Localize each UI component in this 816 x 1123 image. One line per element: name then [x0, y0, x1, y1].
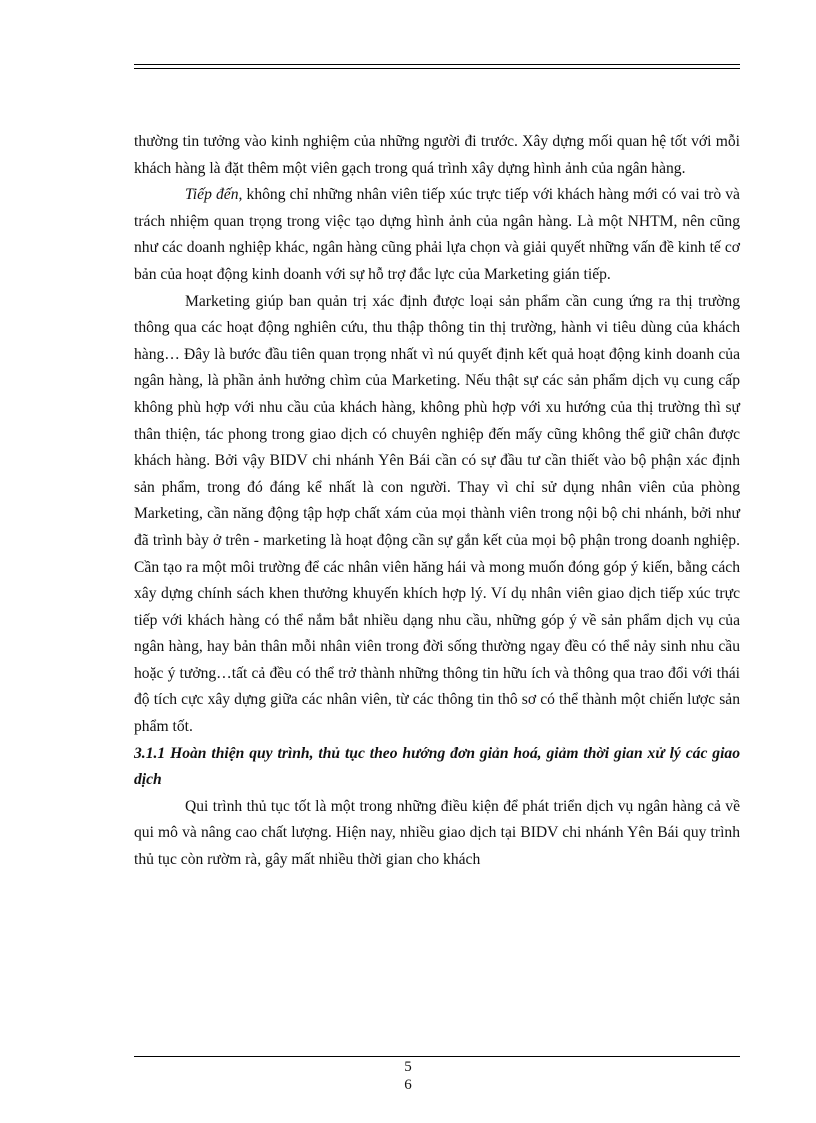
page-number [0, 1058, 816, 1094]
paragraph-2-text: không chỉ những nhân viên tiếp xúc trực tiếp với khách hàng mới có vai trò và trách nhiệm quan trọng trong việc tạo dựng hình ảnh của ngân hàng. Là một NHTM, nên cũng như các doanh nghiệp khác, ngân hàng cũng phải lựa chọn và giải quyết những vấn đề kinh tế cơ bản của hoạt động kinh doanh với sự hỗ trợ đắc lực của Marketing gián tiếp. [134, 186, 740, 283]
section-heading: 3.1.1 Hoàn thiện quy trình, thủ tục theo hướng đơn giản hoá, giảm thời gian xử lý các giao dịch [134, 744, 740, 789]
paragraph-4: Qui trình thủ tục tốt là một trong những điều kiện để phát triển dịch vụ ngân hàng cả về qui mô và nâng cao chất lượng. Hiện nay, nhiều giao dịch tại BIDV chi nhánh Yên Bái quy trình thủ tục còn rườm rà, gây mất nhiều thời gian cho khách [134, 797, 740, 869]
paragraph-2 [134, 182, 740, 288]
page-number-line-2: 6 [404, 1077, 412, 1093]
paragraph-2-lead: Tiếp đến, [185, 186, 243, 204]
paragraph-3: Marketing giúp ban quản trị xác định được loại sản phẩm cần cung ứng ra thị trường thông qua các hoạt động nghiên cứu, thu thập thông tin thị trường, hành vi tiêu dùng của khách hàng… Đây là bước đầu tiên quan trọng nhất vì nú quyết định kết quả hoạt động kinh doanh của ngân hàng, là phần ảnh hưởng chìm của Marketing. Nếu thật sự các sản phẩm dịch vụ cung cấp không phù hợp với nhu cầu của khách hàng, không phù hợp với xu hướng của thị trường thì sự thân thiện, tác phong trong giao dịch có chuyên nghiệp đến mấy cũng không thể giữ chân được khách hàng. Bởi vậy BIDV chi nhánh Yên Bái cần có sự đầu tư cần thiết vào bộ phận xác định sản phẩm, trong đó đáng kể nhất là con người. Thay vì chỉ sử dụng nhân viên của phòng Marketing, cần năng động tập hợp chất xám của mọi thành viên trong nội bộ chi nhánh, bởi như đã trình bày ở trên - marketing là hoạt động cần sự gắn kết của mọi bộ phận trong doanh nghiệp. Cần tạo ra một môi trường để các nhân viên hăng hái và mong muốn đóng góp ý kiến, bằng cách xây dựng chính sách khen thưởng khuyến khích hợp lý. Ví dụ nhân viên giao dịch tiếp xúc trực tiếp với khách hàng có thể nắm bắt nhiều dạng nhu cầu, những góp ý về sản phẩm dịch vụ của ngân hàng, hay bản thân mỗi nhân viên trong đời sống thường ngay đều có thể nảy sinh nhu cầu hoặc ý tưởng…tất cả đều có thể trở thành những thông tin hữu ích và thông qua trao đổi với thái độ tích cực xây dựng giữa các nhân viên, từ các thông tin thô sơ có thể thành một chiến lược sản phẩm tốt. [134, 292, 740, 736]
paragraph-1: thường tin tưởng vào kinh nghiệm của những người đi trước. Xây dựng mối quan hệ tốt với mỗi khách hàng là đặt thêm một viên gạch trong quá trình xây dựng hình ảnh của ngân hàng. [134, 133, 740, 177]
footer-rule [134, 1056, 740, 1057]
header-rule [134, 64, 740, 69]
page-number-line-1: 5 [404, 1059, 412, 1075]
page-body [134, 129, 740, 874]
